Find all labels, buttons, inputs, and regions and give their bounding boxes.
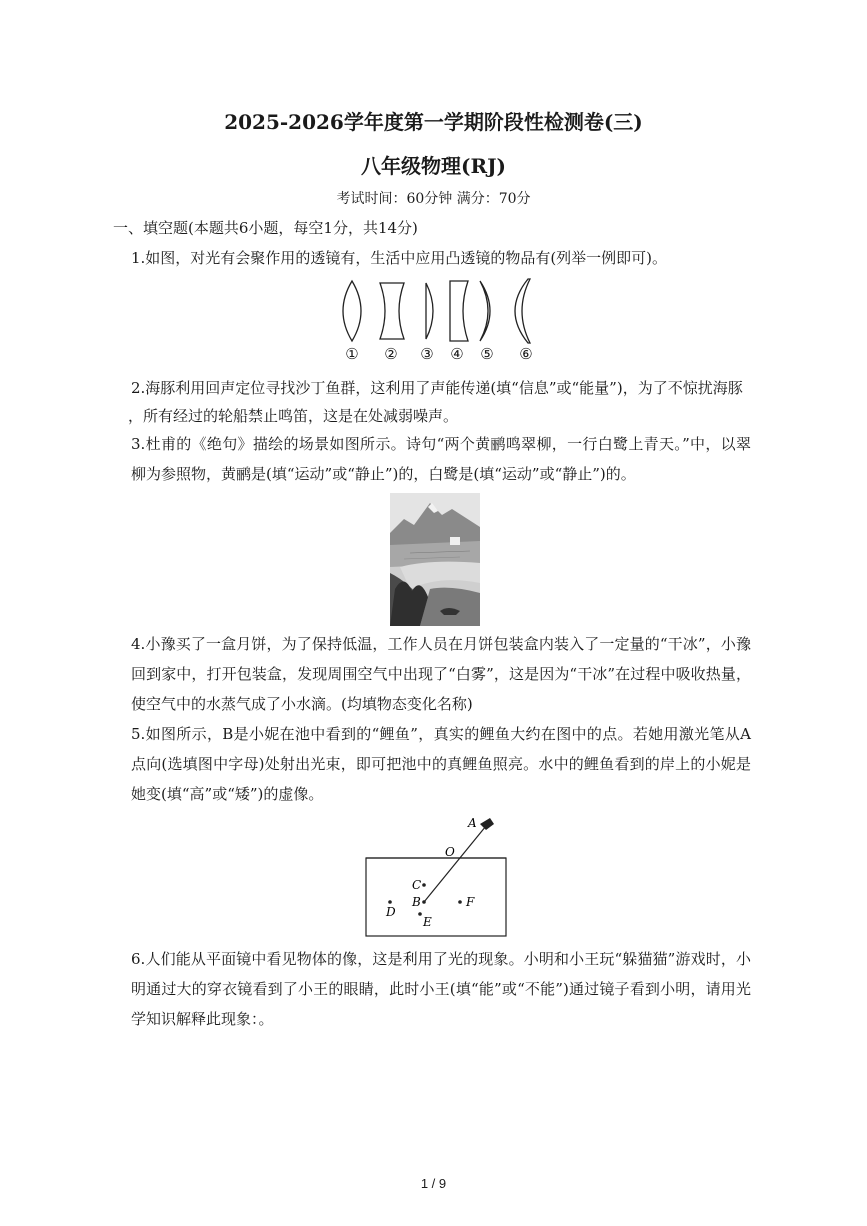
question-6: 6.人们能从平面镜中看见物体的像，这是利用了光的现象。小明和小王玩“躲猫猫”游戏时，小明通过大的穿衣镜看到了小王的眼睛，此时小王(填“能”或“不能”)通过镜子看到小明，请用光学知识解释此现象：。	[131, 950, 751, 1028]
label-d: D	[386, 905, 396, 919]
lens-biconcave	[380, 283, 404, 339]
question-2-line-2: ，所有经过的轮船禁止鸣笛，这是在处减弱噪声。	[128, 407, 459, 425]
lens-label-4: ④	[450, 345, 464, 363]
exam-title: 2025-2026学年度第一学期阶段性检测卷(三)	[224, 110, 643, 134]
question-3: 3.杜甫的《绝句》描绘的场景如图所示。诗句“两个黄鹂鸣翠柳，一行白鹭上青天。”中，以翠柳为参照物，黄鹂是(填“运动”或“静止”)的，白鹭是(填“运动”或“静止”)的。	[131, 435, 751, 483]
lens-biconvex	[343, 281, 361, 341]
lens-figure	[330, 277, 540, 345]
lens-label-3: ③	[420, 345, 434, 363]
question-4: 4.小豫买了一盒月饼，为了保持低温，工作人员在月饼包装盒内装入了一定量的“干冰”，小豫回到家中，打开包装盒，发现周围空气中出现了“白雾”，这是因为“干冰”在过程中吸收热量，使空气中的水蒸气成了小水滴。(均填物态变化名称)	[131, 635, 751, 713]
section-heading: 一、填空题(本题共6小题，每空1分，共14分)	[113, 219, 418, 237]
fish-refraction-figure	[362, 812, 512, 940]
laser-pointer-icon	[480, 818, 494, 830]
label-c: C	[412, 878, 422, 892]
lens-meniscus-concave	[515, 279, 530, 343]
point-c	[422, 883, 426, 887]
exam-info: 考试时间：60分钟 满分：70分	[336, 191, 531, 207]
point-d	[388, 900, 392, 904]
lens-label-5: ⑤	[480, 345, 494, 363]
question-1: 1.如图，对光有会聚作用的透镜有，生活中应用凸透镜的物品有(列举一例即可)。	[131, 249, 668, 267]
label-e: E	[423, 915, 432, 929]
lens-meniscus-convex	[480, 281, 490, 341]
laser-beam-line	[424, 826, 486, 902]
lens-plano-convex	[426, 283, 433, 339]
lens-label-6: ⑥	[519, 345, 533, 363]
label-f: F	[466, 895, 475, 909]
point-f	[458, 900, 462, 904]
page-number: 1 / 9	[420, 1176, 447, 1191]
label-b: B	[412, 895, 421, 909]
poem-landscape-illustration	[390, 493, 480, 626]
point-b	[422, 900, 426, 904]
point-e	[418, 912, 422, 916]
question-5: 5.如图所示，B是小妮在池中看到的“鲤鱼”，真实的鲤鱼大约在图中的点。若她用激光笔从A点向(选填图中字母)处射出光束，即可把池中的真鲤鱼照亮。水中的鲤鱼看到的岸上的小妮是她变(填“高”或“矮”)的虚像。	[131, 725, 751, 803]
lens-plano-concave	[450, 281, 468, 341]
label-o: O	[445, 845, 455, 859]
lens-label-1: ①	[345, 345, 359, 363]
question-2-line-1: 2.海豚利用回声定位寻找沙丁鱼群，这利用了声能传递(填“信息”或“能量”)，为了不惊扰海豚	[131, 379, 743, 397]
lens-label-2: ②	[384, 345, 398, 363]
pool-outline	[366, 858, 506, 936]
label-a: A	[468, 816, 477, 830]
exam-subtitle: 八年级物理(RJ)	[360, 154, 506, 178]
